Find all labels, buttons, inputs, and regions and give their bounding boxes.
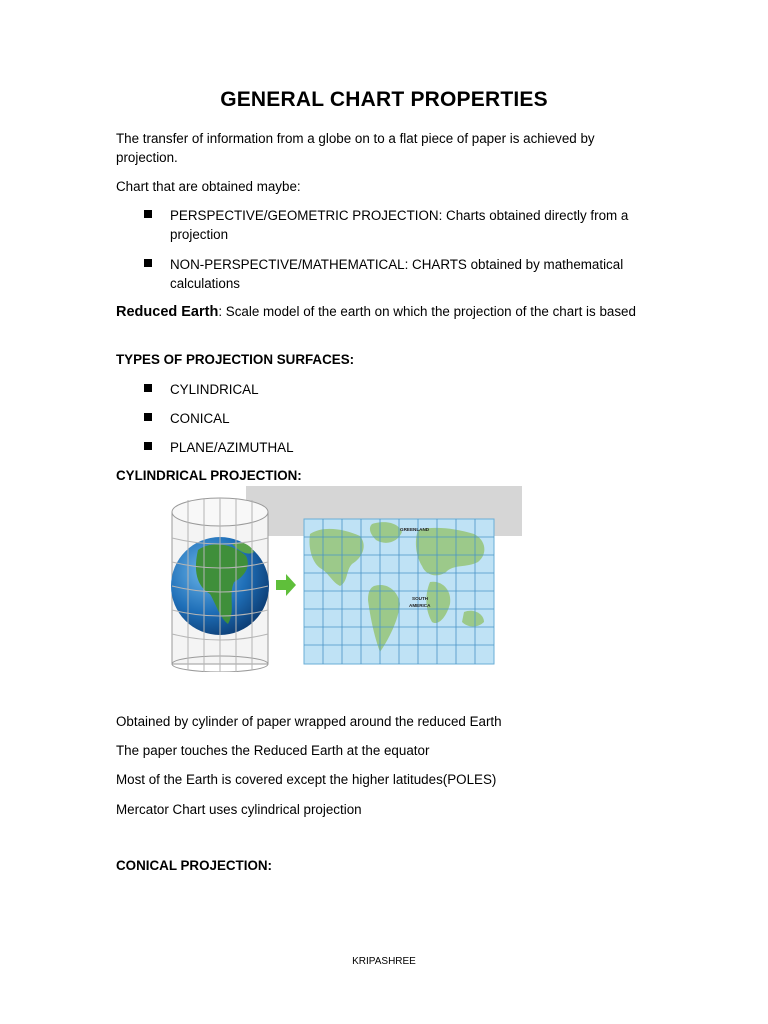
intro-paragraph: The transfer of information from a globe on to a flat piece of paper is achieved by projection.: [116, 131, 595, 165]
bullet-square: [144, 442, 152, 450]
surface-item: PLANE/AZIMUTHAL: [170, 440, 294, 455]
bullet-square: [144, 413, 152, 421]
surfaces-heading: TYPES OF PROJECTION SURFACES:: [116, 352, 355, 367]
map-label-greenland: GREENLAND: [400, 527, 430, 532]
cylindrical-point: Most of the Earth is covered except the higher latitudes(POLES): [116, 772, 497, 787]
flat-map: [304, 519, 494, 664]
reduced-earth-text: : Scale model of the earth on which the projection of the chart is based: [218, 304, 636, 319]
map-label-south: SOUTH: [412, 596, 429, 601]
cylindrical-point: Mercator Chart uses cylindrical projection: [116, 802, 362, 817]
bullet-perspective: PERSPECTIVE/GEOMETRIC PROJECTION: Charts obtained directly from a projection: [170, 208, 629, 242]
conical-heading: CONICAL PROJECTION:: [116, 858, 272, 873]
bullet-square: [144, 384, 152, 392]
bullet-square: [144, 210, 152, 218]
surface-item: CYLINDRICAL: [170, 382, 259, 397]
bullet-square: [144, 259, 152, 267]
page-title: GENERAL CHART PROPERTIES: [220, 88, 548, 111]
cylindrical-heading: CYLINDRICAL PROJECTION:: [116, 468, 302, 483]
page-footer: KRIPASHREE: [352, 956, 416, 967]
cylindrical-projection-figure: [162, 486, 524, 672]
cylindrical-point: The paper touches the Reduced Earth at the equator: [116, 743, 430, 758]
surface-item: CONICAL: [170, 411, 230, 426]
reduced-earth-definition: [116, 302, 636, 322]
arrow-icon: [276, 574, 296, 596]
bullet-non-perspective: NON-PERSPECTIVE/MATHEMATICAL: CHARTS obtained by mathematical calculations: [170, 257, 624, 291]
reduced-earth-term: Reduced Earth: [116, 304, 219, 320]
map-label-america: AMERICA: [409, 603, 431, 608]
cylindrical-point: Obtained by cylinder of paper wrapped around the reduced Earth: [116, 714, 502, 729]
intro-chart-types: Chart that are obtained maybe:: [116, 179, 301, 194]
